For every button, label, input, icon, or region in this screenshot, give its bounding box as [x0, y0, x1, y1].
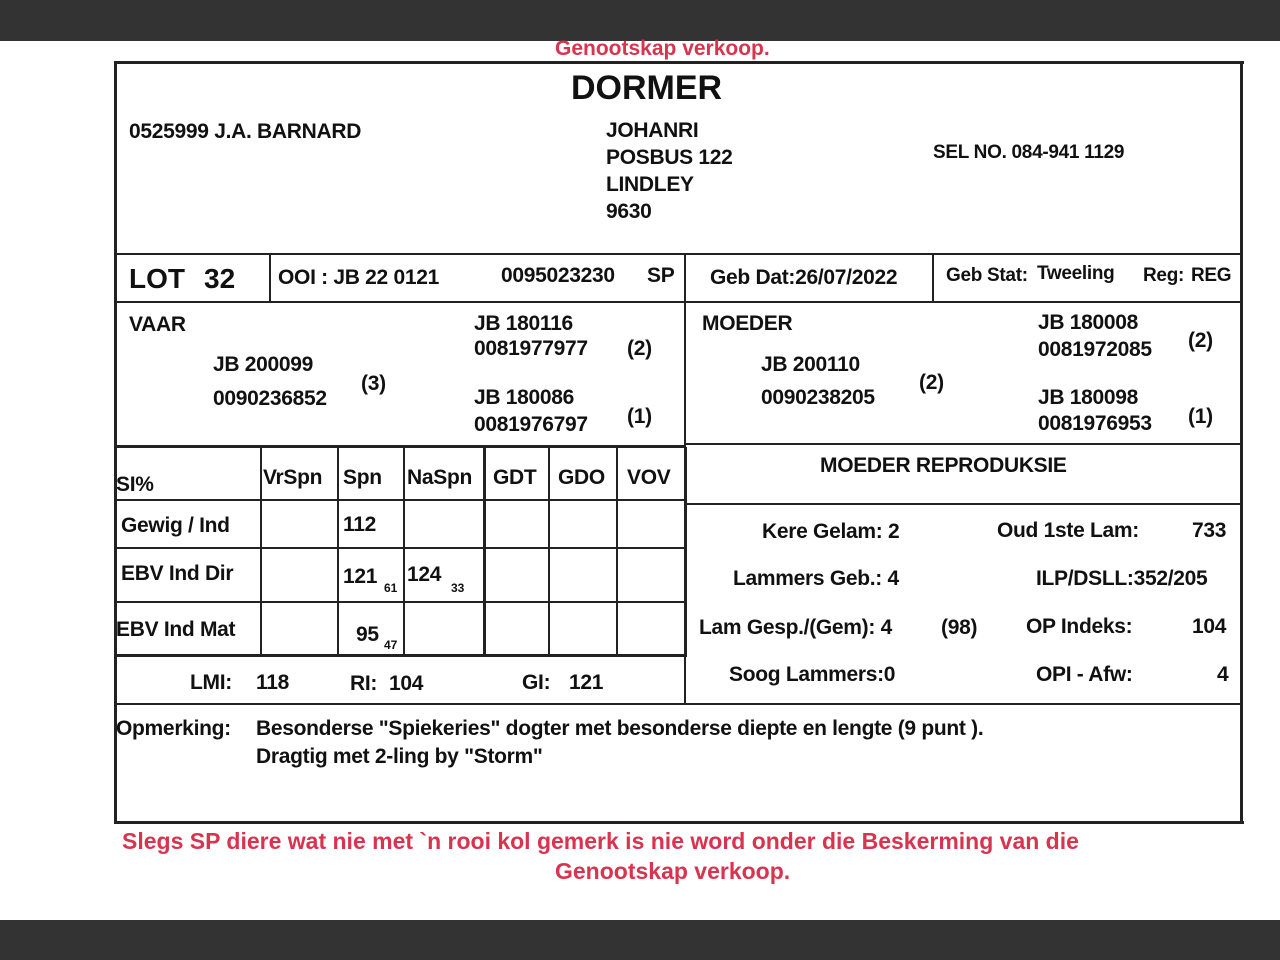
row-label-gewig: Gewig / Ind [121, 514, 230, 537]
col-header-si: SI% [116, 473, 154, 496]
phone-number: SEL NO. 084-941 1129 [933, 142, 1125, 163]
birth-date: Geb Dat:26/07/2022 [710, 266, 898, 289]
animal-reg-no: 0095023230 [501, 264, 615, 287]
op-indeks-value: 104 [1192, 615, 1227, 638]
birth-status-label: Geb Stat: [946, 265, 1028, 286]
ri-value: 104 [389, 672, 424, 695]
row-label-ebv-dir: EBV Ind Dir [121, 562, 234, 585]
dam-grade: (2) [919, 371, 944, 394]
sire-label: VAAR [129, 313, 186, 336]
address-line-4: 9630 [606, 200, 652, 223]
breed-title: DORMER [571, 69, 723, 107]
col-header-gdo: GDO [558, 466, 605, 489]
bottom-frame-bar [0, 920, 1280, 960]
address-line-3: LINDLEY [606, 173, 694, 196]
ebv-dir-spn-value: 121 [343, 565, 378, 588]
row-label-ebv-mat: EBV Ind Mat [116, 618, 236, 641]
col-header-naspn: NaSpn [407, 466, 473, 489]
col-header-vrspn: VrSpn [263, 466, 323, 489]
soog-lammers: Soog Lammers:0 [729, 663, 896, 686]
header-notice-clip: Genootskap verkoop. [555, 37, 770, 60]
gi-label: GI: [522, 671, 551, 694]
lmi-label: LMI: [190, 671, 232, 694]
dam-label: MOEDER [702, 312, 793, 335]
address-line-1: JOHANRI [606, 119, 699, 142]
sire-id: JB 200099 [213, 353, 314, 376]
kere-gelam: Kere Gelam: 2 [762, 520, 900, 543]
ewe-id: OOI : JB 22 0121 [278, 266, 439, 289]
lot-label: LOT [129, 263, 185, 294]
registration-label: Reg: [1143, 265, 1185, 286]
lam-gespeen: Lam Gesp./(Gem): 4 [699, 616, 892, 639]
remark-label: Opmerking: [116, 717, 231, 740]
dam-reg-no: 0090238205 [761, 386, 875, 409]
ebv-dir-naspn-value: 124 [407, 563, 442, 586]
sire-sire-reg-no: 0081977977 [474, 337, 588, 360]
ri-label: RI: [350, 672, 378, 695]
birth-status-value: Tweeling [1037, 263, 1115, 284]
sire-reg-no: 0090236852 [213, 387, 327, 410]
dam-sire-grade: (2) [1188, 329, 1213, 352]
footer-notice-line-2: Genootskap verkoop. [555, 858, 791, 884]
dam-dam-reg-no: 0081976953 [1038, 412, 1152, 435]
sire-dam-grade: (1) [627, 405, 652, 428]
footer-notice-line-1: Slegs SP diere wat nie met `n rooi kol gemerk is nie word onder die Beskerming van die [122, 828, 1079, 854]
ebv-dir-spn-sub: 61 [384, 581, 398, 595]
address-line-2: POSBUS 122 [606, 146, 733, 169]
gi-value: 121 [569, 671, 604, 694]
ebv-dir-naspn-sub: 33 [451, 581, 465, 595]
sire-sire-id: JB 180116 [474, 312, 573, 335]
ebv-mat-spn-sub: 47 [384, 638, 398, 652]
col-header-spn: Spn [343, 466, 382, 489]
remark-line-1: Besonderse "Spiekeries" dogter met besonderse diepte en lengte (9 punt ). [256, 717, 984, 740]
sire-dam-id: JB 180086 [474, 386, 575, 409]
opi-afw-label: OPI - Afw: [1036, 663, 1133, 686]
ilp-dsll: ILP/DSLL:352/205 [1036, 567, 1208, 590]
sire-sire-grade: (2) [627, 337, 652, 360]
sire-grade: (3) [361, 372, 386, 395]
animal-status: SP [647, 264, 675, 287]
top-frame-bar [0, 0, 1280, 41]
oud-1ste-lam-value: 733 [1192, 519, 1227, 542]
dam-dam-grade: (1) [1188, 405, 1213, 428]
col-header-vov: VOV [627, 466, 671, 489]
reproduction-title: MOEDER REPRODUKSIE [820, 454, 1067, 477]
op-indeks-label: OP Indeks: [1026, 615, 1133, 638]
dam-id: JB 200110 [761, 353, 860, 376]
lmi-value: 118 [256, 671, 289, 694]
oud-1ste-lam-label: Oud 1ste Lam: [997, 519, 1139, 542]
gewig-spn-value: 112 [343, 513, 376, 536]
col-header-gdt: GDT [493, 466, 537, 489]
opi-afw-value: 4 [1217, 663, 1229, 686]
dam-sire-id: JB 180008 [1038, 311, 1139, 334]
remark-line-2: Dragtig met 2-ling by "Storm" [256, 745, 543, 768]
ebv-mat-spn-value: 95 [356, 623, 379, 646]
dam-sire-reg-no: 0081972085 [1038, 338, 1152, 361]
lammers-geb: Lammers Geb.: 4 [733, 567, 899, 590]
lam-gespeen-gem: (98) [941, 616, 978, 639]
lot-number: 32 [204, 263, 236, 294]
dam-dam-id: JB 180098 [1038, 386, 1139, 409]
sire-dam-reg-no: 0081976797 [474, 413, 588, 436]
breeder-name: 0525999 J.A. BARNARD [129, 120, 362, 143]
registration-value: REG [1191, 265, 1232, 286]
